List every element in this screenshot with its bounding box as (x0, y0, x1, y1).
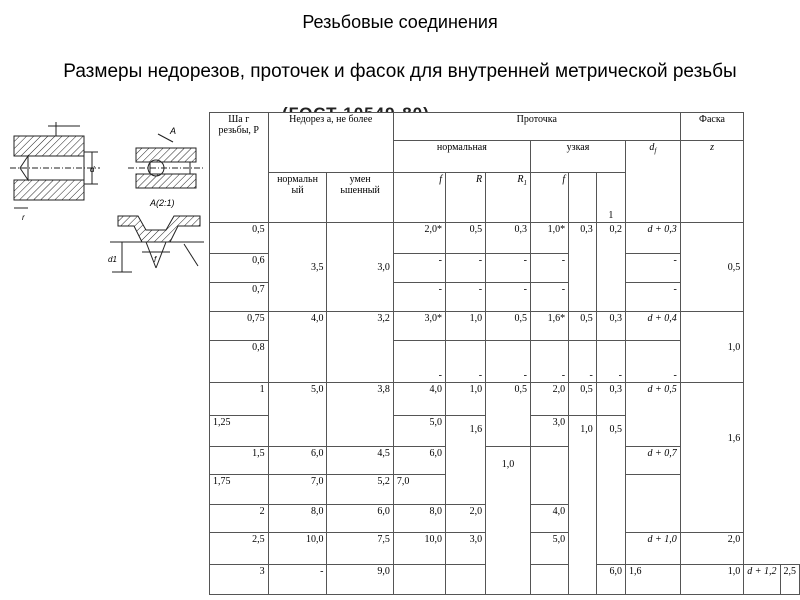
cell-r1: - (486, 254, 531, 283)
header-groove: Проточка (393, 113, 680, 141)
cell-undercut-normal: 10,0 (268, 533, 327, 565)
header-narrow-blank (569, 173, 597, 223)
cell-f: 10,0 (393, 533, 445, 565)
cell-d1: d + 0,3 (626, 223, 681, 254)
cell-d1: d + 1,0 (626, 533, 681, 565)
cell-narrow-r: 0,5 (569, 383, 597, 416)
header-f: f (393, 173, 445, 223)
cell-pitch: 2,5 (210, 533, 269, 565)
cell-narrow-f: 6,0 (596, 565, 625, 595)
cell-d1: d + 1,2 (744, 565, 780, 595)
cell-r1: - (486, 283, 531, 312)
cell-undercut-reduced: 3,8 (327, 383, 393, 447)
header-undercut-reduced: умен ьшенный (327, 173, 393, 223)
header-narrow: узкая (530, 141, 625, 173)
cell-r: - (445, 341, 485, 383)
cell-r1 (530, 565, 568, 595)
cell-r: 1,0 (445, 383, 485, 416)
drawing-label-f: f (154, 255, 157, 264)
cell-f (393, 565, 445, 595)
cell-narrow-r: - (569, 341, 597, 383)
table-row (210, 383, 800, 416)
header-undercut-normal: нормальн ый (268, 173, 327, 223)
cell-narrow-r1: 0,5 (596, 416, 625, 565)
cell-z: 1,0 (680, 312, 743, 383)
cell-d1: - (626, 341, 681, 383)
header-d1: $d_f$ (626, 141, 681, 223)
cell-f: 8,0 (393, 505, 445, 533)
cell-d1: d + 0,7 (626, 447, 681, 475)
cell-narrow-f: 1,6* (530, 312, 568, 341)
cell-narrow-r1: 0,3 (596, 383, 625, 416)
cell-undercut-reduced: 9,0 (327, 565, 393, 595)
cell-narrow-f: - (530, 283, 568, 312)
cell-z: 2,0 (680, 533, 743, 565)
cell-r1: 0,3 (486, 223, 531, 254)
cell-r1: 0,5 (486, 383, 531, 447)
drawing-label-d1: d1 (108, 255, 117, 264)
cell-undercut-reduced: 6,0 (327, 505, 393, 533)
header-chamfer: Фаска (680, 113, 743, 141)
cell-narrow-f (530, 447, 568, 505)
cell-narrow-r: 1,6 (626, 565, 681, 595)
undercut-view (10, 122, 100, 222)
cell-r: 2,0 (445, 505, 485, 533)
cell-z: 2,5 (780, 565, 800, 595)
cell-z: 0,5 (680, 223, 743, 312)
cell-narrow-r1: - (596, 341, 625, 383)
cell-undercut-normal: 8,0 (268, 505, 327, 533)
cell-pitch: 0,5 (210, 223, 269, 254)
cell-narrow-f: 2,0 (530, 383, 568, 416)
cell-pitch: 3 (210, 565, 269, 595)
cell-f: 4,0 (393, 383, 445, 416)
cell-r: 1,0 (445, 312, 485, 341)
cell-narrow-r: 1,0 (569, 416, 597, 595)
cell-pitch: 0,6 (210, 254, 269, 283)
cell-undercut-reduced: 5,2 (327, 475, 393, 505)
cell-pitch: 2 (210, 505, 269, 533)
cell-undercut-normal: 6,0 (268, 447, 327, 475)
page-title: Резьбовые соединения (302, 12, 498, 32)
table-row (210, 312, 800, 341)
table-subtitle: Размеры недорезов, проточек и фасок для внутренней метрической резьбы (63, 61, 737, 82)
cell-pitch: 1,25 (210, 416, 269, 447)
cell-f: 7,0 (393, 475, 445, 505)
header-narrow-f: f (530, 173, 568, 223)
cell-undercut-normal: 5,0 (268, 383, 327, 447)
table-row (210, 223, 800, 254)
cell-r: - (445, 283, 485, 312)
header-z: z (680, 141, 743, 223)
cell-narrow-r: 0,3 (569, 223, 597, 312)
cell-narrow-f: - (530, 341, 568, 383)
cell-f: 5,0 (393, 416, 445, 447)
header-pitch: Ша г резьбы, P (210, 113, 269, 223)
cell-undercut-reduced: 4,5 (327, 447, 393, 475)
cell-narrow-f: 3,0 (530, 416, 568, 447)
cell-pitch: 0,75 (210, 312, 269, 341)
header-r1: $R_1$ (486, 173, 531, 223)
cell-d1: d + 0,5 (626, 383, 681, 447)
groove-detail (108, 216, 204, 272)
drawing-label-d: d (90, 165, 95, 174)
header-narrow-1: 1 (596, 173, 625, 223)
cell-d1: - (626, 254, 681, 283)
cell-f: 6,0 (393, 447, 445, 475)
cell-r1: 1,0 (486, 447, 531, 595)
cell-undercut-reduced: 7,5 (327, 533, 393, 565)
cell-narrow-f: 4,0 (530, 505, 568, 533)
cell-f: 2,0* (393, 223, 445, 254)
cell-pitch: 0,7 (210, 283, 269, 312)
cell-r: 1,6 (445, 416, 485, 505)
drawing-label-view-a-scale: A(2:1) (150, 198, 175, 208)
cell-r1: - (486, 341, 531, 383)
groove-view (128, 126, 204, 208)
cell-pitch: 1,75 (210, 475, 269, 505)
thread-groove-drawing (8, 112, 208, 292)
cell-r: - (445, 254, 485, 283)
header-undercut: Недорез a, не более (268, 113, 393, 173)
cell-pitch: 1,5 (210, 447, 269, 475)
cell-undercut-normal: 4,0 (268, 312, 327, 383)
dimensions-table (209, 112, 800, 595)
cell-f: - (393, 341, 445, 383)
cell-narrow-r1: 1,0 (680, 565, 743, 595)
cell-d1: - (626, 283, 681, 312)
cell-f: - (393, 283, 445, 312)
cell-undercut-normal: 3,5 (268, 223, 327, 312)
cell-d1: d + 0,4 (626, 312, 681, 341)
cell-f: - (393, 254, 445, 283)
cell-pitch: 0,8 (210, 341, 269, 383)
cell-r (445, 565, 485, 595)
cell-d1 (626, 475, 681, 533)
cell-r: 0,5 (445, 223, 485, 254)
cell-f: 3,0* (393, 312, 445, 341)
cell-narrow-f: - (530, 254, 568, 283)
cell-narrow-r1: 0,3 (596, 312, 625, 341)
cell-undercut-normal: 7,0 (268, 475, 327, 505)
cell-pitch: 1 (210, 383, 269, 416)
header-r: R (445, 173, 485, 223)
cell-narrow-r1: 0,2 (596, 223, 625, 312)
cell-undercut-reduced: 3,0 (327, 223, 393, 312)
cell-narrow-f: 1,0* (530, 223, 568, 254)
cell-narrow-r: 0,5 (569, 312, 597, 341)
drawing-label-view-a: A (170, 126, 177, 136)
cell-undercut-reduced: 3,2 (327, 312, 393, 383)
cell-r1: 0,5 (486, 312, 531, 341)
cell-z: 1,6 (680, 383, 743, 533)
cell-narrow-f: 5,0 (530, 533, 568, 565)
drawing-label-a1: r (22, 213, 25, 222)
cell-undercut-normal: - (268, 565, 327, 595)
header-normal: нормальная (393, 141, 530, 173)
cell-r: 3,0 (445, 533, 485, 565)
